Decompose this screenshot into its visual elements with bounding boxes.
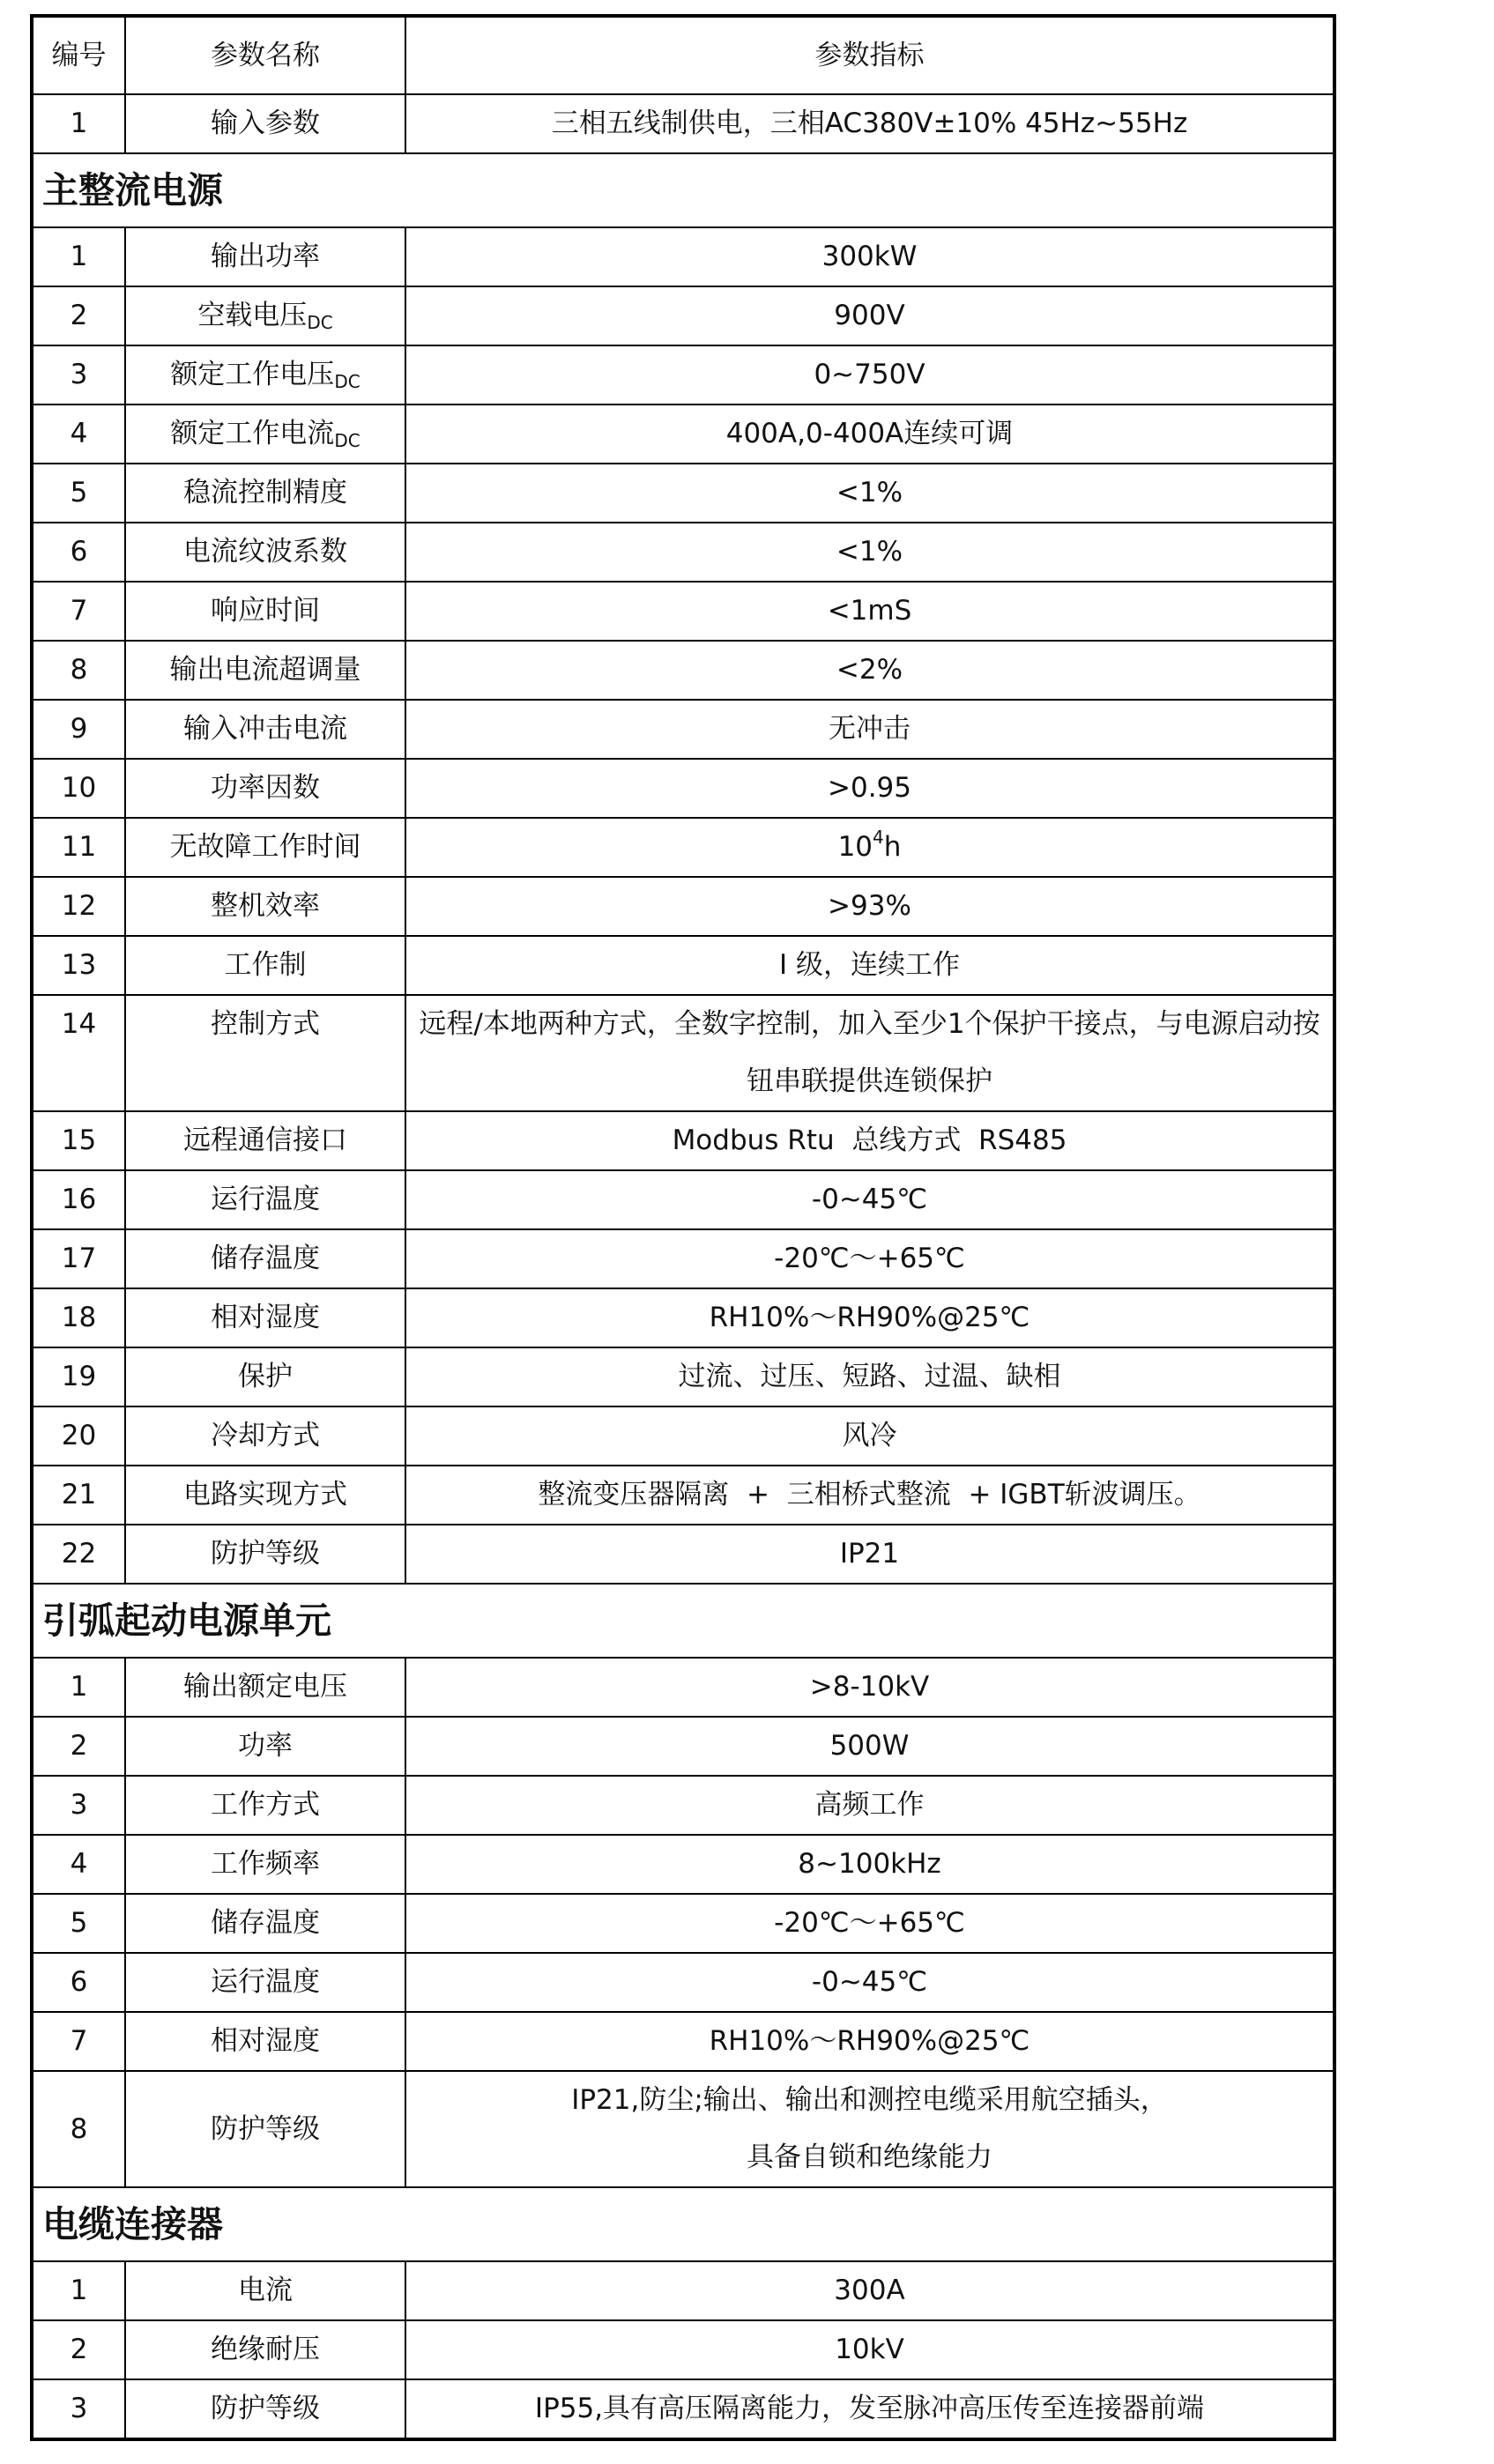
row-value: <2% (405, 641, 1334, 700)
row-value-line-1: IP21,防尘;输出、输出和测控电缆采用航空插头， (571, 2084, 1168, 2116)
row-value: 无冲击 (405, 700, 1334, 759)
table-row (32, 877, 1334, 936)
spec-sheet (30, 14, 1336, 2441)
table-row (32, 345, 1334, 404)
row-name-subscript: DC (334, 430, 360, 451)
row-name: 绝缘耐压 (125, 2320, 405, 2379)
row-no: 6 (32, 523, 125, 582)
row-value (405, 818, 1334, 877)
row-no: 13 (32, 936, 125, 995)
row-name: 保护 (125, 1347, 405, 1406)
row-value: IP21 (405, 1525, 1334, 1584)
table-row (32, 1776, 1334, 1835)
row-value-line-2: 具备自锁和绝缘能力 (747, 2141, 992, 2173)
row-name-text: 额定工作电压 (170, 359, 335, 390)
row-no: 1 (32, 94, 125, 153)
row-name-text: 空载电压 (197, 300, 308, 331)
row-value: 10kV (405, 2320, 1334, 2379)
row-name-subscript: DC (307, 312, 333, 333)
table-row (32, 1229, 1334, 1288)
section-title-row (32, 1584, 1334, 1658)
row-name: 防护等级 (125, 2379, 405, 2439)
table-row (32, 818, 1334, 877)
row-value: >0.95 (405, 759, 1334, 818)
row-value: 300A (405, 2261, 1334, 2320)
row-name: 电流纹波系数 (125, 523, 405, 582)
row-no: 1 (32, 227, 125, 286)
table-row (32, 1953, 1334, 2012)
row-name-text: 额定工作电流 (170, 418, 335, 449)
row-value: 8~100kHz (405, 1835, 1334, 1894)
row-no: 4 (32, 404, 125, 464)
header-value: 参数指标 (405, 16, 1334, 94)
row-no: 5 (32, 464, 125, 523)
table-row (32, 1170, 1334, 1229)
row-value: -0~45℃ (405, 1170, 1334, 1229)
row-name: 储存温度 (125, 1229, 405, 1288)
row-value (405, 2071, 1334, 2187)
header-name: 参数名称 (125, 16, 405, 94)
row-no: 2 (32, 286, 125, 345)
table-row (32, 1347, 1334, 1406)
table-row (32, 641, 1334, 700)
table-row (32, 2379, 1334, 2439)
table-header-row (32, 16, 1334, 94)
row-name: 相对湿度 (125, 1288, 405, 1347)
row-name (125, 404, 405, 464)
row-name: 工作制 (125, 936, 405, 995)
row-value: >93% (405, 877, 1334, 936)
row-name: 工作频率 (125, 1835, 405, 1894)
row-no: 10 (32, 759, 125, 818)
row-name: 防护等级 (125, 2071, 405, 2187)
row-value: 500W (405, 1717, 1334, 1776)
row-no: 11 (32, 818, 125, 877)
table-row (32, 1717, 1334, 1776)
row-value: 900V (405, 286, 1334, 345)
row-name: 控制方式 (125, 995, 405, 1111)
row-no: 1 (32, 1658, 125, 1717)
row-no: 6 (32, 1953, 125, 2012)
header-no: 编号 (32, 16, 125, 94)
row-name: 输出电流超调量 (125, 641, 405, 700)
row-no: 20 (32, 1406, 125, 1466)
row-value: 0~750V (405, 345, 1334, 404)
table-row (32, 1288, 1334, 1347)
row-value-superscript: 4 (873, 827, 884, 848)
table-row (32, 1525, 1334, 1584)
row-name: 运行温度 (125, 1953, 405, 2012)
row-no: 7 (32, 2012, 125, 2071)
row-no: 15 (32, 1111, 125, 1170)
table-row (32, 464, 1334, 523)
spec-table (30, 14, 1336, 2441)
row-value: <1mS (405, 582, 1334, 641)
row-value: 高频工作 (405, 1776, 1334, 1835)
row-no: 14 (32, 995, 125, 1111)
section-title-row (32, 2187, 1334, 2261)
table-row (32, 1894, 1334, 1953)
row-value: -0~45℃ (405, 1953, 1334, 2012)
section-title: 电缆连接器 (32, 2187, 1334, 2261)
table-row (32, 759, 1334, 818)
section-title-row (32, 153, 1334, 227)
row-name-subscript: DC (334, 371, 360, 392)
row-value: 过流、过压、短路、过温、缺相 (405, 1347, 1334, 1406)
row-name (125, 345, 405, 404)
table-row (32, 286, 1334, 345)
row-no: 16 (32, 1170, 125, 1229)
table-row (32, 2261, 1334, 2320)
table-row (32, 2071, 1334, 2187)
row-no: 3 (32, 345, 125, 404)
row-name: 防护等级 (125, 1525, 405, 1584)
row-name: 功率 (125, 1717, 405, 1776)
row-no: 4 (32, 1835, 125, 1894)
row-no: 19 (32, 1347, 125, 1406)
table-row (32, 1658, 1334, 1717)
row-name: 冷却方式 (125, 1406, 405, 1466)
row-no: 8 (32, 641, 125, 700)
row-value: >8-10kV (405, 1658, 1334, 1717)
row-value: Modbus Rtu 总线方式 RS485 (405, 1111, 1334, 1170)
row-value: 300kW (405, 227, 1334, 286)
row-no: 8 (32, 2071, 125, 2187)
row-value: Ⅰ 级，连续工作 (405, 936, 1334, 995)
row-no: 2 (32, 1717, 125, 1776)
row-no: 1 (32, 2261, 125, 2320)
row-value: 400A,0-400A连续可调 (405, 404, 1334, 464)
row-name: 响应时间 (125, 582, 405, 641)
row-no: 12 (32, 877, 125, 936)
row-value: <1% (405, 523, 1334, 582)
row-value: RH10%～RH90%@25℃ (405, 2012, 1334, 2071)
table-row (32, 1406, 1334, 1466)
row-value: RH10%～RH90%@25℃ (405, 1288, 1334, 1347)
row-name: 相对湿度 (125, 2012, 405, 2071)
table-row (32, 523, 1334, 582)
row-value: 三相五线制供电，三相AC380V±10% 45Hz~55Hz (405, 94, 1334, 153)
table-row (32, 1835, 1334, 1894)
row-no: 2 (32, 2320, 125, 2379)
row-no: 18 (32, 1288, 125, 1347)
row-name: 工作方式 (125, 1776, 405, 1835)
table-row (32, 1466, 1334, 1525)
row-name: 稳流控制精度 (125, 464, 405, 523)
row-name: 储存温度 (125, 1894, 405, 1953)
section-title: 主整流电源 (32, 153, 1334, 227)
table-row (32, 936, 1334, 995)
table-row (32, 995, 1334, 1111)
row-value: <1% (405, 464, 1334, 523)
row-value: 远程/本地两种方式，全数字控制，加入至少1个保护干接点，与电源启动按钮串联提供连锁保护 (405, 995, 1334, 1111)
row-name: 运行温度 (125, 1170, 405, 1229)
row-no: 9 (32, 700, 125, 759)
table-row (32, 227, 1334, 286)
row-no: 5 (32, 1894, 125, 1953)
row-name: 远程通信接口 (125, 1111, 405, 1170)
row-value-text: 10 (837, 831, 873, 863)
row-no: 7 (32, 582, 125, 641)
row-no: 3 (32, 2379, 125, 2439)
table-row (32, 404, 1334, 464)
row-value: -20℃～+65℃ (405, 1229, 1334, 1288)
table-row (32, 700, 1334, 759)
row-name: 电流 (125, 2261, 405, 2320)
row-no: 21 (32, 1466, 125, 1525)
row-no: 3 (32, 1776, 125, 1835)
row-name: 无故障工作时间 (125, 818, 405, 877)
table-row (32, 94, 1334, 153)
row-name: 整机效率 (125, 877, 405, 936)
row-no: 22 (32, 1525, 125, 1584)
row-name: 输出功率 (125, 227, 405, 286)
section-title: 引弧起动电源单元 (32, 1584, 1334, 1658)
row-name (125, 286, 405, 345)
row-name: 输出额定电压 (125, 1658, 405, 1717)
table-row (32, 582, 1334, 641)
row-no: 17 (32, 1229, 125, 1288)
table-row (32, 1111, 1334, 1170)
row-value: IP55,具有高压隔离能力，发至脉冲高压传至连接器前端 (405, 2379, 1334, 2439)
row-value: 整流变压器隔离 + 三相桥式整流 + IGBT斩波调压。 (405, 1466, 1334, 1525)
row-name: 输入冲击电流 (125, 700, 405, 759)
table-row (32, 2320, 1334, 2379)
row-name: 输入参数 (125, 94, 405, 153)
row-value: 风冷 (405, 1406, 1334, 1466)
row-name: 功率因数 (125, 759, 405, 818)
row-value: -20℃～+65℃ (405, 1894, 1334, 1953)
row-name: 电路实现方式 (125, 1466, 405, 1525)
row-value-unit: h (883, 831, 902, 863)
table-row (32, 2012, 1334, 2071)
